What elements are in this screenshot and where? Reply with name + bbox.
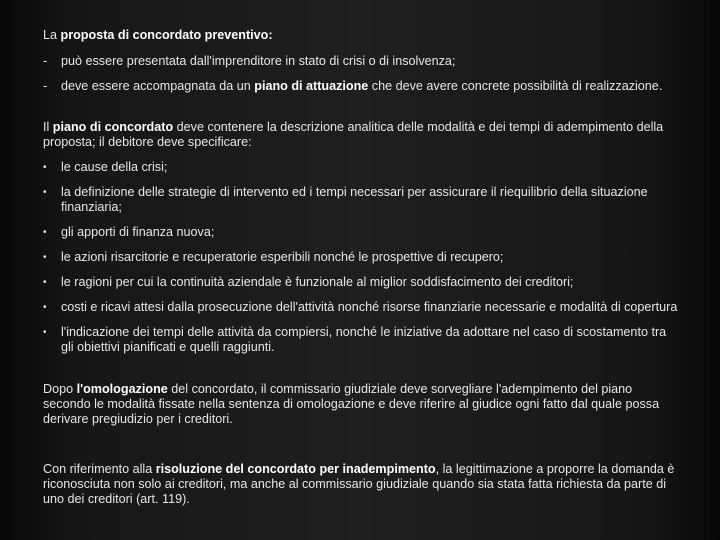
bullet-marker: •: [43, 162, 47, 173]
item-text: l'indicazione dei tempi delle attività da compiersi, nonché le iniziative da adottare nel caso di scostamento tra gli obiettivi pianificati e quelli raggiunti.: [61, 325, 667, 354]
intro-bold: proposta di concordato preventivo:: [60, 28, 273, 42]
intro-prefix: La: [43, 28, 61, 42]
bullet-marker: •: [43, 227, 47, 238]
bullet-marker: •: [43, 252, 47, 263]
dash-marker: -: [43, 54, 48, 68]
item-text: le azioni risarcitorie e recuperatorie esperibili nonché le prospettive di recupero;: [61, 250, 504, 264]
piano-paragraph: [43, 120, 680, 150]
risoluzione-paragraph: [43, 462, 680, 507]
item-text: gli apporti di finanza nuova;: [61, 225, 215, 239]
list-item: [43, 325, 680, 355]
item-text-pre: deve essere accompagnata da un: [61, 79, 255, 93]
bullet-marker: •: [43, 302, 47, 313]
list-item: [43, 54, 680, 69]
list-item: [43, 275, 680, 290]
piano-bold: piano di concordato: [52, 120, 174, 134]
list-item: [43, 300, 680, 315]
omologazione-paragraph: [43, 382, 680, 427]
risoluzione-bold: risoluzione del concordato per inadempimento: [155, 462, 436, 476]
risoluzione-pre: Con riferimento alla: [43, 462, 156, 476]
item-text: le cause della crisi;: [61, 160, 168, 174]
item-text: può essere presentata dall'imprenditore in stato di crisi o di insolvenza;: [61, 54, 456, 68]
item-text-bold: piano di attuazione: [254, 79, 369, 93]
item-text: la definizione delle strategie di intervento ed i tempi necessari per assicurare il riequilibrio della situazione finanziaria;: [61, 185, 648, 214]
intro-heading: [43, 28, 680, 43]
risoluzione-post: , la legittimazione a proporre la domanda è riconosciuta non solo ai creditori, ma anche al commissario giudiziale quando sia stata fatta richiesta da parte di uno dei creditori (art. 119).: [43, 462, 675, 506]
list-item: [43, 79, 680, 94]
bullet-marker: •: [43, 277, 47, 288]
item-text: le ragioni per cui la continuità aziendale è funzionale al miglior soddisfacimento dei creditori;: [61, 275, 574, 289]
omologazione-pre: Dopo: [43, 382, 77, 396]
item-text: costi e ricavi attesi dalla prosecuzione dell'attività nonché risorse finanziarie necessarie e modalità di copertura: [61, 300, 678, 314]
piano-post: deve contenere la descrizione analitica delle modalità e dei tempi di adempimento della proposta; il debitore deve specificare:: [43, 120, 664, 149]
list-item: [43, 225, 680, 240]
requirements-list: [43, 160, 680, 365]
dash-marker: -: [43, 79, 48, 93]
piano-pre: Il: [43, 120, 53, 134]
omologazione-bold: l'omologazione: [76, 382, 168, 396]
proposal-list: [43, 54, 680, 104]
list-item: [43, 160, 680, 175]
bullet-marker: •: [43, 187, 47, 198]
list-item: [43, 185, 680, 215]
bullet-marker: •: [43, 327, 47, 338]
item-text-post: che deve avere concrete possibilità di realizzazione.: [368, 79, 663, 93]
list-item: [43, 250, 680, 265]
omologazione-post: del concordato, il commissario giudiziale deve sorvegliare l'adempimento del piano secondo le modalità fissate nella sentenza di omologazione e deve riferire al giudice ogni fatto dal quale possa derivare pregiudizio per i creditori.: [43, 382, 660, 426]
